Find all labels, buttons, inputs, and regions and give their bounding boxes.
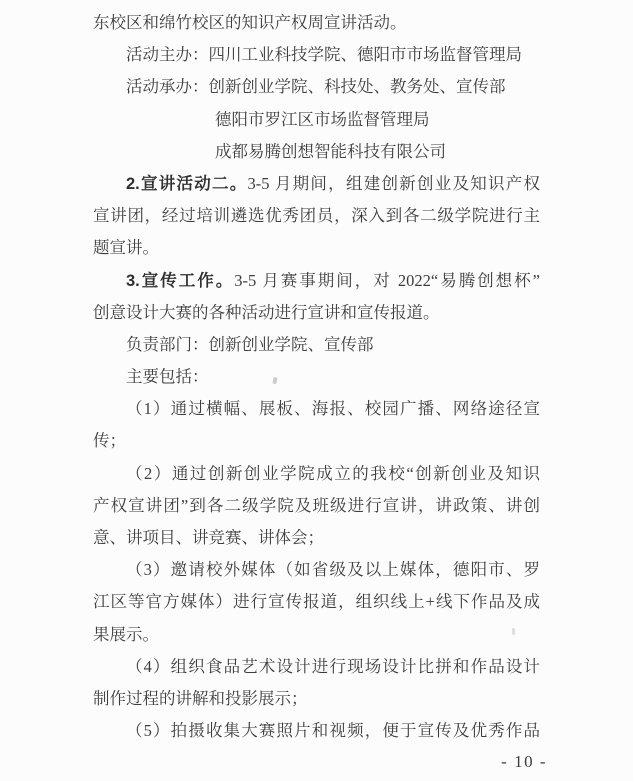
section-heading-bold: 3.宣传工作。: [126, 271, 235, 290]
text-line: [93, 265, 540, 297]
text-line: 活动主办：四川工业科技学院、德阳市市场监督管理局: [126, 45, 522, 65]
text-line: 意、讲项目、讲竞赛、讲体会；: [93, 528, 324, 547]
text-line: （2）通过创新创业学院成立的我校“创新创业及知识: [126, 463, 540, 483]
text-line: 成都易腾创想智能科技有限公司: [215, 141, 446, 161]
text-line: [93, 168, 540, 200]
text-line: 果展示。: [93, 624, 159, 644]
page-number: - 10 -: [501, 752, 547, 771]
section-heading-bold: 2.宣讲活动二。: [126, 174, 248, 193]
text-line: 传；: [93, 431, 126, 451]
text-line: 德阳市罗江区市场监督管理局: [215, 109, 430, 129]
text-line: 活动承办：创新创业学院、科技处、教务处、宣传部: [126, 77, 506, 97]
text-line: 题宣讲。: [93, 238, 159, 258]
text-line: （5）拍摄收集大赛照片和视频，便于宣传及优秀作品: [126, 721, 540, 741]
text-line: 负责部门：创新创业学院、宣传部: [126, 334, 374, 354]
text-line: 主要包括：: [126, 367, 209, 387]
line-text: 3-5 月赛事期间，对 2022“易腾创想杯”: [234, 270, 540, 290]
text-line: 制作过程的讲解和投影展示；: [93, 688, 308, 708]
text-line: 创意设计大赛的各种活动进行宣讲和宣传报道。: [93, 302, 440, 322]
scan-artifact: [512, 628, 515, 635]
text-line: 产权宣讲团”到各二级学院及班级进行宣讲，讲政策、讲创: [93, 495, 540, 515]
text-line: （4）组织食品艺术设计进行现场设计比拼和作品设计: [126, 656, 540, 676]
text-line: （3）邀请校外媒体（如省级及以上媒体，德阳市、罗: [126, 560, 540, 580]
text-line: 江区等官方媒体）进行宣传报道，组织线上+线下作品及成: [93, 592, 540, 612]
line-text: 3-5 月期间，组建创新创业及知识产权: [247, 173, 540, 193]
text-line: （1）通过横幅、展板、海报、校园广播、网络途径宣: [126, 399, 540, 419]
document-body: [93, 7, 540, 747]
text-line: 宣讲团，经过培训遴选优秀团员，深入到各二级学院进行主: [93, 206, 540, 226]
text-line: 东校区和绵竹校区的知识产权周宣讲活动。: [93, 13, 407, 32]
